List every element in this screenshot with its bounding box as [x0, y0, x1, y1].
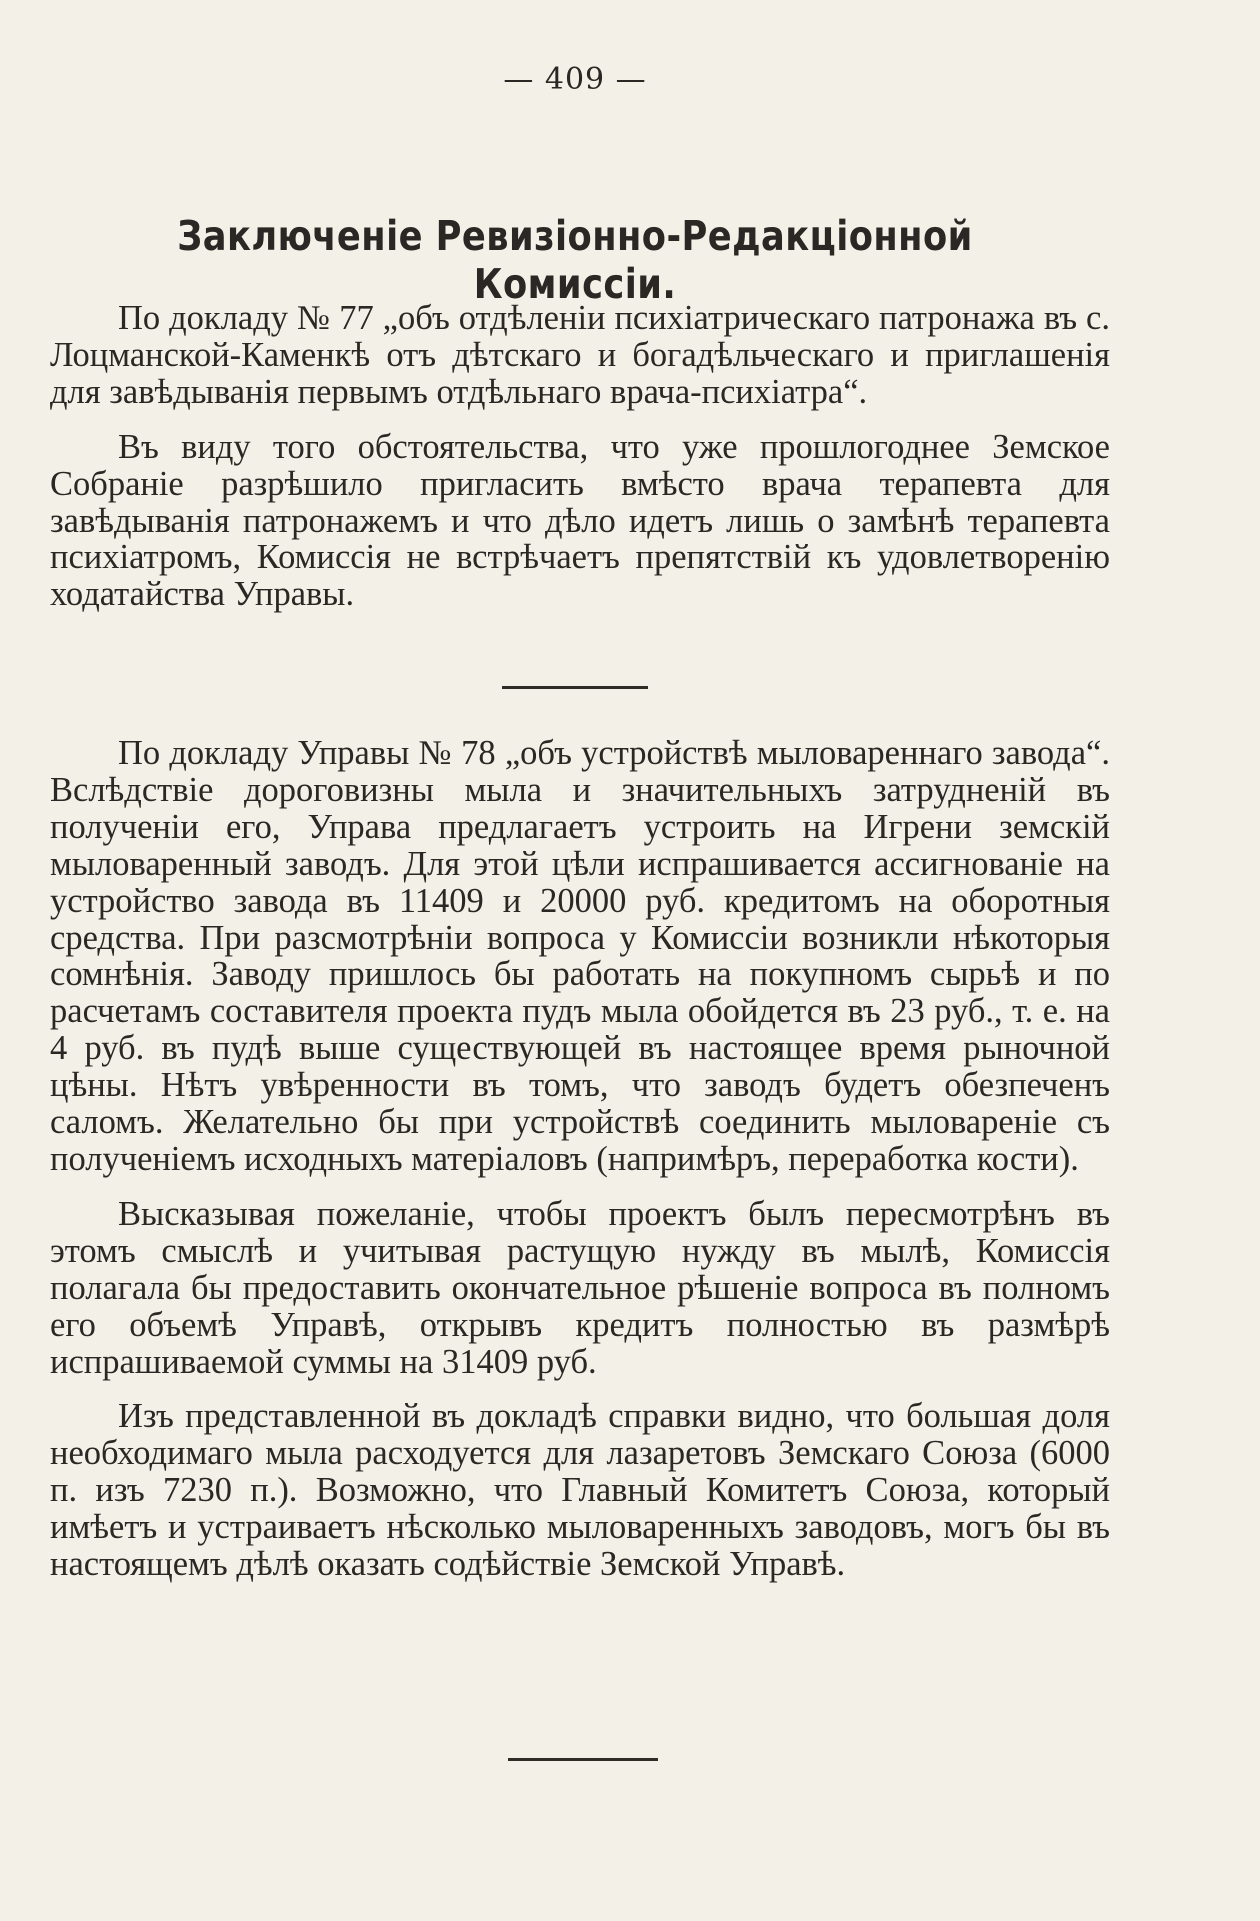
paragraph: По докладу Управы № 78 „объ устройствѣ мыловареннаго завода“. Вслѣдствіе дороговизны мыла и значительныхъ затрудненій въ полученіи его, Управа предлагаетъ устроить на Игрени земскій мыловаренный заводъ. Для этой цѣли испрашивается ассигнованіе на устройство завода въ 11409 и 20000 руб. кредитомъ на оборотныя средства. При разсмотрѣніи вопроса у Комиссіи возникли нѣкоторыя сомнѣнія. Заводу пришлось бы работать на покупномъ сырьѣ и по расчетамъ составителя проекта пудъ мыла обойдется въ 23 руб., т. е. на 4 руб. въ пудѣ выше существующей въ настоящее время рыночной цѣны. Нѣтъ увѣренности въ томъ, что заводъ будетъ обезпеченъ саломъ. Желательно бы при устройствѣ соединить мыловареніе съ полученіемъ исходныхъ матеріаловъ (напримѣръ, переработка кости). — [50, 734, 1110, 1178]
paragraph: Высказывая пожеланіе, чтобы проектъ былъ пересмотрѣнъ въ этомъ смыслѣ и учитывая растущую нужду въ мылѣ, Комиссія полагала бы предоставить окончательное рѣшеніе вопроса въ полномъ его объемѣ Управѣ, открывъ кредитъ полностью въ размѣрѣ испрашиваемой суммы на 31409 руб. — [50, 1194, 1110, 1381]
section-1 — [50, 300, 1110, 613]
end-divider — [508, 1758, 658, 1761]
section-2 — [50, 735, 1110, 1583]
paragraph: По докладу № 77 „объ отдѣленіи психіатрическаго патронажа въ с. Лоцманской-Каменкѣ отъ дѣтскаго и богадѣльческаго и приглашенія для завѣдыванія первымъ отдѣльнаго врача-психіатра“. — [50, 299, 1110, 411]
section-title: Заключеніе Ревизіонно-Редакціонной Комиссіи. — [177, 212, 973, 308]
paragraph: Изъ представленной въ докладѣ справки видно, что большая доля необходимаго мыла расходуется для лазаретовъ Земскаго Союза (6000 п. изъ 7230 п.). Возможно, что Главный Комитетъ Союза, который имѣетъ и устраиваетъ нѣсколько мыловаренныхъ заводовъ, могъ бы въ настоящемъ дѣлѣ оказать содѣйствіе Земской Управѣ. — [50, 1397, 1110, 1584]
page-number: — 409 — — [503, 62, 647, 97]
paragraph: Въ виду того обстоятельства, что уже прошлогоднее Земское Собраніе разрѣшило пригласить вмѣсто врача терапевта для завѣдыванія патронажемъ и что дѣло идетъ лишь о замѣнѣ терапевта психіатромъ, Комиссія не встрѣчаетъ препятствій къ удовлетворенію ходатайства Управы. — [50, 427, 1110, 614]
section-divider — [502, 686, 648, 689]
